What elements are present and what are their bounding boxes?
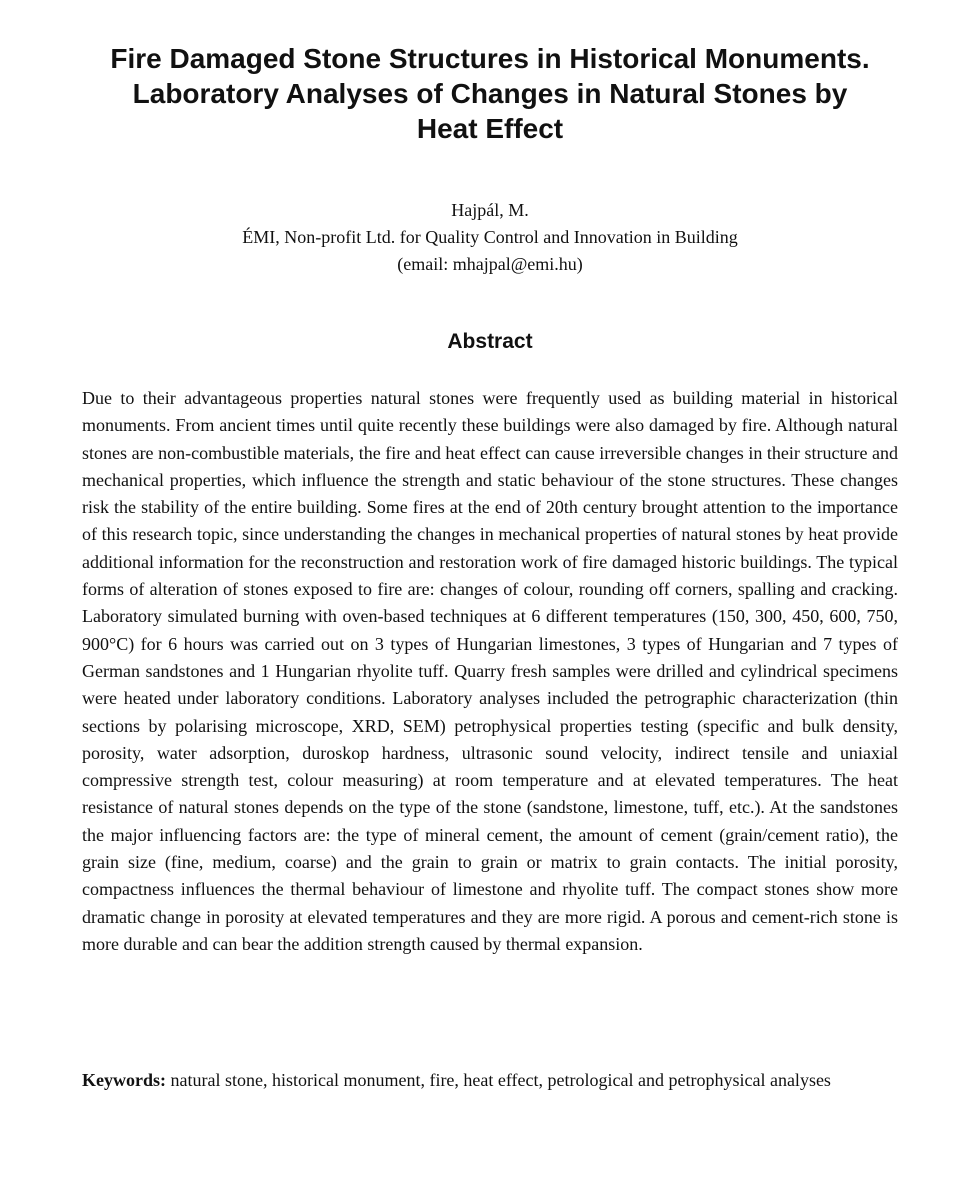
- author-block: [100, 197, 880, 278]
- author-email: (email: mhajpal@emi.hu): [397, 254, 583, 274]
- author-affiliation: ÉMI, Non-profit Ltd. for Quality Control and Innovation in Building: [242, 227, 738, 247]
- paper-title: Fire Damaged Stone Structures in Historical Monuments. Laboratory Analyses of Changes in Natural Stones by Heat Effect: [110, 43, 870, 144]
- author-name: Hajpál, M.: [451, 200, 529, 220]
- keywords-label: Keywords:: [82, 1070, 166, 1090]
- abstract-heading: Abstract: [447, 330, 533, 353]
- keywords-paragraph: [82, 1067, 898, 1094]
- abstract-text: Due to their advantageous properties natural stones were frequently used as building material in historical monuments. From ancient times until quite recently these buildings were also damaged by fire. Although natural stones are non-combustible materials, the fire and heat effect can cause irreversible changes in their structure and mechanical properties, which influence the strength and static behaviour of the stone structures. These changes risk the stability of the entire building. Some fires at the end of 20th century brought attention to the importance of this research topic, since understanding the changes in mechanical properties of natural stones by heat provide additional information for the reconstruction and restoration work of fire damaged historic buildings. The typical forms of alteration of stones exposed to fire are: changes of colour, rounding off corners, spalling and cracking. Laboratory simulated burning with oven-based techniques at 6 different temperatures (150, 300, 450, 600, 750, 900°C) for 6 hours was carried out on 3 types of Hungarian limestones, 3 types of Hungarian and 7 types of German sandstones and 1 Hungarian rhyolite tuff. Quarry fresh samples were drilled and cylindrical specimens were heated under laboratory conditions. Laboratory analyses included the petrographic characterization (thin sections by polarising microscope, XRD, SEM) petrophysical properties testing (specific and bulk density, porosity, water adsorption, duroskop hardness, ultrasonic sound velocity, indirect tensile and uniaxial compressive strength test, colour measuring) at room temperature and at elevated temperatures. The heat resistance of natural stones depends on the type of the stone (sandstone, limestone, tuff, etc.). At the sandstones the major influencing factors are: the type of mineral cement, the amount of cement (grain/cement ratio), the grain size (fine, medium, coarse) and the grain to grain or matrix to grain contacts. The initial porosity, compactness influences the thermal behaviour of limestone and rhyolite tuff. The compact stones show more dramatic change in porosity at elevated temperatures and they are more rigid. A porous and cement-rich stone is more durable and can bear the addition strength caused by thermal expansion.: [82, 388, 898, 954]
- keywords-text: natural stone, historical monument, fire, heat effect, petrological and petrophysical analyses: [166, 1070, 831, 1090]
